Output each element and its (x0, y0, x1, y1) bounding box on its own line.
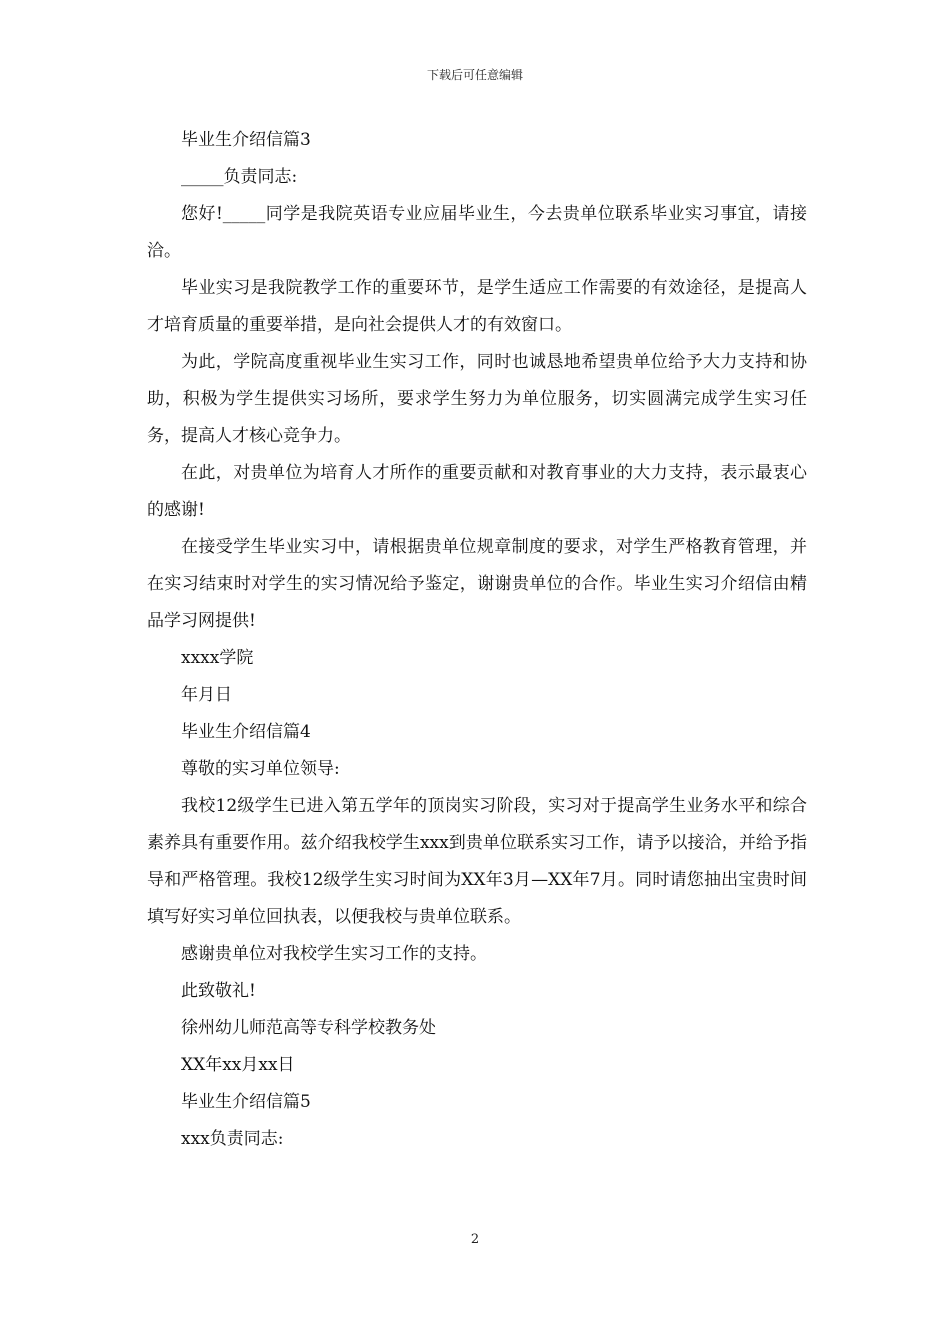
salutation: xxx负责同志: (181, 1129, 284, 1149)
signature-institution: xxxx学院 (181, 648, 254, 668)
section-heading-3: 毕业生介绍信篇3 (181, 130, 311, 150)
closing: 此致敬礼! (181, 981, 256, 1001)
salutation: 尊敬的实习单位领导: (181, 759, 340, 779)
salutation: _____负责同志: (181, 167, 298, 187)
document-body (147, 122, 807, 1158)
page-header: 下载后可任意编辑 (426, 68, 523, 82)
signature-date: 年月日 (181, 685, 232, 705)
body-paragraph: 您好!_____同学是我院英语专业应届毕业生，今去贵单位联系毕业实习事宜，请接洽。 (147, 204, 807, 261)
body-paragraph: 感谢贵单位对我校学生实习工作的支持。 (181, 944, 487, 964)
body-paragraph: 我校12级学生已进入第五学年的顶岗实习阶段，实习对于提高学生业务水平和综合素养具有重要作用。兹介绍我校学生xxx到贵单位联系实习工作，请予以接洽，并给予指导和严格管理。我校12级学生实习时间为XX年3月—XX年7月。同时请您抽出宝贵时间填写好实习单位回执表，以便我校与贵单位联系。 (147, 796, 807, 927)
body-paragraph: 为此，学院高度重视毕业生实习工作，同时也诚恳地希望贵单位给予大力支持和协助，积极为学生提供实习场所，要求学生努力为单位服务，切实圆满完成学生实习任务，提高人才核心竞争力。 (147, 352, 807, 446)
body-paragraph: 在此，对贵单位为培育人才所作的重要贡献和对教育事业的大力支持，表示最衷心的感谢! (147, 463, 807, 520)
page-number: 2 (470, 1232, 480, 1247)
signature-date: XX年xx月xx日 (181, 1055, 295, 1075)
body-paragraph: 毕业实习是我院教学工作的重要环节，是学生适应工作需要的有效途径，是提高人才培育质量的重要举措，是向社会提供人才的有效窗口。 (147, 278, 807, 335)
body-paragraph: 在接受学生毕业实习中，请根据贵单位规章制度的要求，对学生严格教育管理，并在实习结束时对学生的实习情况给予鉴定，谢谢贵单位的合作。毕业生实习介绍信由精品学习网提供! (147, 537, 807, 631)
signature-institution: 徐州幼儿师范高等专科学校教务处 (181, 1018, 436, 1038)
section-heading-4: 毕业生介绍信篇4 (181, 722, 311, 742)
section-heading-5: 毕业生介绍信篇5 (181, 1092, 311, 1112)
